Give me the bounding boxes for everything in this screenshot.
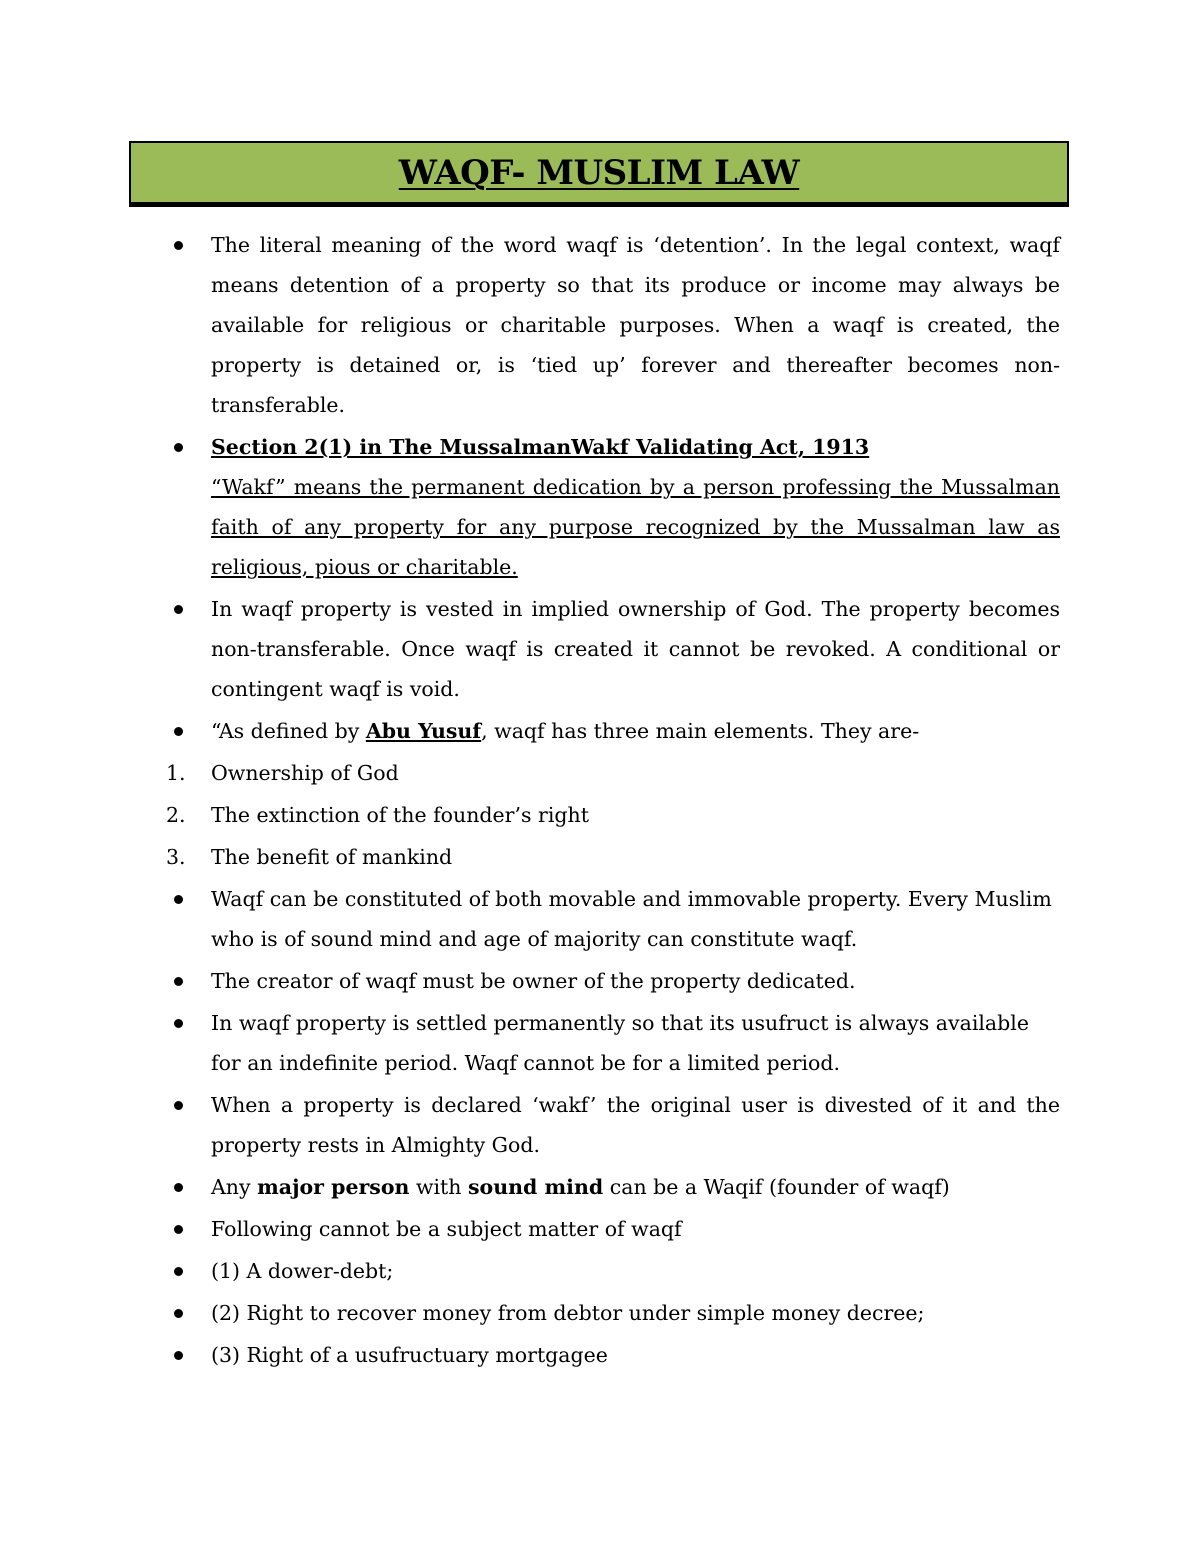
paragraph-text: In waqf property is settled permanently so that its usufruct is always available for an indefinite period. Waqf cannot be for a limited period. — [211, 1011, 1029, 1075]
emphasis-text: major person — [257, 1175, 410, 1199]
numbered-item — [166, 837, 1060, 877]
list-item — [170, 1293, 1060, 1333]
paragraph-text: Waqf can be constituted of both movable and immovable property. Every Muslim who is of sound mind and age of majority can constitute waqf. — [211, 887, 1052, 951]
paragraph-text: (1) A dower-debt; — [211, 1259, 394, 1283]
title-banner — [129, 141, 1069, 205]
list-item — [170, 1003, 1060, 1083]
numbered-text: The benefit of mankind — [211, 845, 453, 869]
section-heading: Section 2(1) in The MussalmanWakf Validating Act, 1913 — [211, 435, 870, 459]
numbered-text: The extinction of the founder’s right — [211, 803, 589, 827]
paragraph-text: Following cannot be a subject matter of waqf — [211, 1217, 682, 1241]
author-name: Abu Yusuf — [365, 719, 482, 743]
list-item — [170, 879, 1060, 959]
numbered-item — [166, 795, 1060, 835]
paragraph-text: (2) Right to recover money from debtor under simple money decree; — [211, 1301, 925, 1325]
item-number: 2. — [166, 803, 186, 827]
numbered-item — [166, 753, 1060, 793]
paragraph-text: The creator of waqf must be owner of the property dedicated. — [211, 969, 856, 993]
list-item — [170, 1085, 1060, 1165]
paragraph-text: In waqf property is vested in implied ownership of God. The property becomes non-transferable. Once waqf is created it cannot be revoked. A conditional or contingent waqf is void. — [211, 597, 1060, 701]
list-item — [170, 961, 1060, 1001]
numbered-text: Ownership of God — [211, 761, 399, 785]
paragraph-text: , waqf has three main elements. They are- — [481, 719, 920, 743]
document-body — [166, 225, 1060, 1377]
list-item — [170, 1209, 1060, 1249]
list-item — [170, 1335, 1060, 1375]
paragraph-text: The literal meaning of the word waqf is ‘detention’. In the legal context, waqf means detention of a property so that its produce or income may always be available for religious or charitable purposes. When a waqf is created, the property is detained or, is ‘tied up’ forever and thereafter becomes non-transferable. — [211, 233, 1060, 417]
list-item — [170, 427, 1060, 587]
list-item — [170, 225, 1060, 425]
item-number: 1. — [166, 761, 186, 785]
list-item — [170, 1167, 1060, 1207]
section-quote: “Wakf” means the permanent dedication by a person professing the Mussalman faith of any property for any purpose recognized by the Mussalman law as religious, pious or charitable. — [211, 475, 1060, 579]
paragraph-text: with — [409, 1175, 468, 1199]
emphasis-text: sound mind — [468, 1175, 604, 1199]
paragraph-text: “As defined by — [211, 719, 366, 743]
list-item — [170, 711, 1060, 751]
paragraph-text: When a property is declared ‘wakf’ the original user is divested of it and the property rests in Almighty God. — [211, 1093, 1060, 1157]
item-number: 3. — [166, 845, 186, 869]
paragraph-text: can be a Waqif (founder of waqf) — [603, 1175, 950, 1199]
paragraph-text: Any — [211, 1175, 258, 1199]
paragraph-text: (3) Right of a usufructuary mortgagee — [211, 1343, 608, 1367]
page-title: WAQF- MUSLIM LAW — [398, 152, 800, 193]
list-item — [170, 1251, 1060, 1291]
list-item — [170, 589, 1060, 709]
